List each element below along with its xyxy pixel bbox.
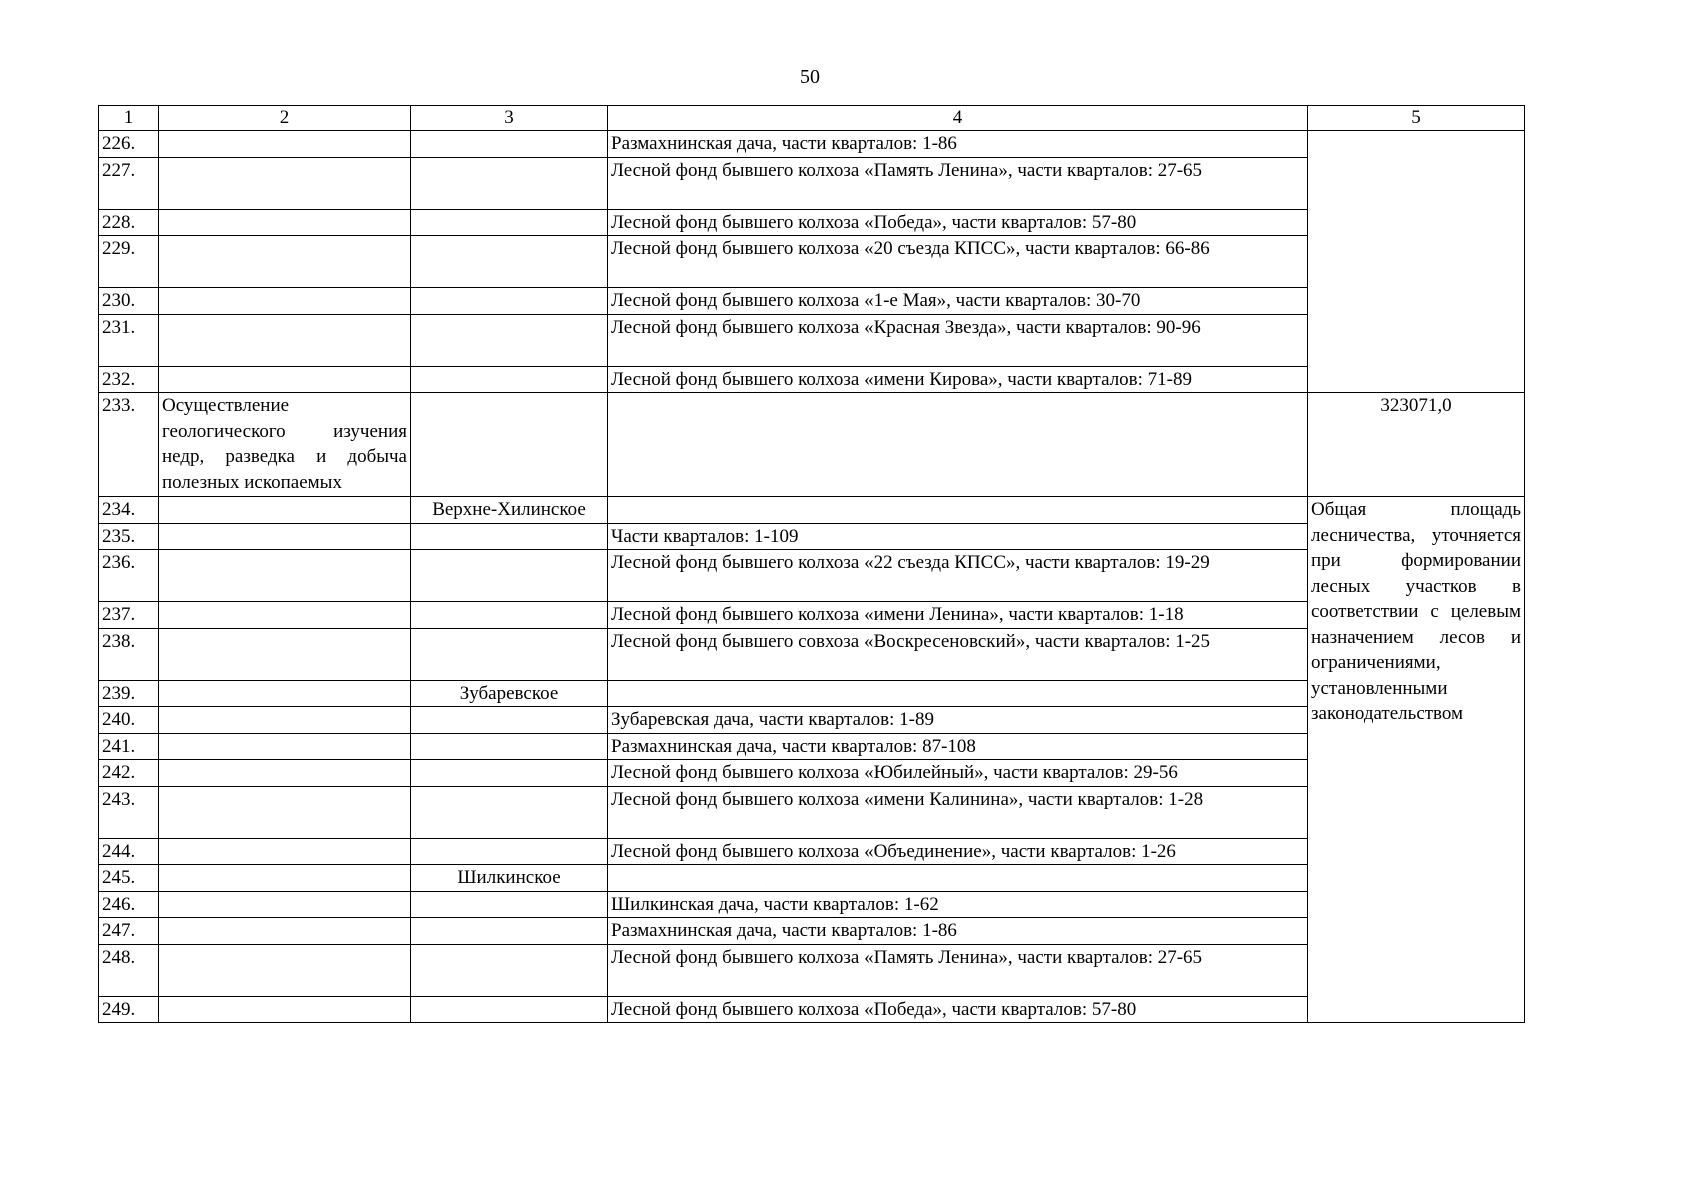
district-cell — [411, 288, 608, 315]
purpose-cell — [159, 707, 411, 734]
district-cell — [411, 393, 608, 497]
row-number: 233. — [99, 393, 159, 497]
location-cell: Лесной фонд бывшего колхоза «Победа», части кварталов: 57-80 — [608, 996, 1308, 1023]
district-cell: Верхне-Хилинское — [411, 497, 608, 524]
purpose-cell — [159, 891, 411, 918]
row-number: 228. — [99, 209, 159, 236]
location-cell: Зубаревская дача, части кварталов: 1-89 — [608, 707, 1308, 734]
location-cell: Лесной фонд бывшего колхоза «Память Ленина», части кварталов: 27-65 — [608, 944, 1308, 996]
row-number: 242. — [99, 760, 159, 787]
district-cell — [411, 523, 608, 550]
district-cell — [411, 550, 608, 602]
location-cell: Лесной фонд бывшего колхоза «Память Ленина», части кварталов: 27-65 — [608, 157, 1308, 209]
district-cell — [411, 918, 608, 945]
purpose-cell — [159, 131, 411, 158]
district-cell — [411, 314, 608, 366]
location-cell: Размахнинская дача, части кварталов: 87-108 — [608, 733, 1308, 760]
row-number: 226. — [99, 131, 159, 158]
location-cell: Лесной фонд бывшего колхоза «имени Калинина», части кварталов: 1-28 — [608, 786, 1308, 838]
location-cell: Лесной фонд бывшего колхоза «20 съезда КПСС», части кварталов: 66-86 — [608, 236, 1308, 288]
purpose-cell — [159, 865, 411, 892]
purpose-cell — [159, 366, 411, 393]
purpose-cell — [159, 944, 411, 996]
district-cell — [411, 628, 608, 680]
location-cell: Лесной фонд бывшего колхоза «1-е Мая», части кварталов: 30-70 — [608, 288, 1308, 315]
row-number: 237. — [99, 602, 159, 629]
location-cell: Лесной фонд бывшего колхоза «Объединение», части кварталов: 1-26 — [608, 838, 1308, 865]
column-header: 1 — [99, 106, 159, 131]
purpose-cell — [159, 157, 411, 209]
row-number: 234. — [99, 497, 159, 524]
location-cell: Части кварталов: 1-109 — [608, 523, 1308, 550]
column-header: 5 — [1308, 106, 1525, 131]
location-cell — [608, 393, 1308, 497]
purpose-cell — [159, 497, 411, 524]
purpose-cell — [159, 602, 411, 629]
forestry-register-table — [98, 105, 1525, 1023]
district-cell: Шилкинское — [411, 865, 608, 892]
area-note: Общая площадь лесничества, уточняется при формировании лесных участков в соответствии с целевым назначением лесов и ограничениями, установленными законодательством — [1308, 497, 1525, 1023]
district-cell — [411, 786, 608, 838]
district-cell — [411, 760, 608, 787]
row-number: 243. — [99, 786, 159, 838]
column-header: 2 — [159, 106, 411, 131]
purpose-cell — [159, 209, 411, 236]
district-cell — [411, 366, 608, 393]
row-number: 227. — [99, 157, 159, 209]
district-cell — [411, 891, 608, 918]
purpose-cell — [159, 628, 411, 680]
location-cell: Лесной фонд бывшего совхоза «Воскресеновский», части кварталов: 1-25 — [608, 628, 1308, 680]
row-number: 231. — [99, 314, 159, 366]
total-area-value: 323071,0 — [1308, 393, 1525, 497]
row-number: 241. — [99, 733, 159, 760]
location-cell: Лесной фонд бывшего колхоза «имени Ленина», части кварталов: 1-18 — [608, 602, 1308, 629]
location-cell — [608, 497, 1308, 524]
location-cell: Лесной фонд бывшего колхоза «Юбилейный», части кварталов: 29-56 — [608, 760, 1308, 787]
table-row — [99, 497, 1525, 524]
location-cell: Лесной фонд бывшего колхоза «Победа», части кварталов: 57-80 — [608, 209, 1308, 236]
purpose-cell — [159, 550, 411, 602]
row-number: 239. — [99, 680, 159, 707]
location-cell — [608, 865, 1308, 892]
purpose-cell: Осуществление геологического изучения недр, разведка и добыча полезных ископаемых — [159, 393, 411, 497]
area-cell — [1308, 131, 1525, 393]
district-cell — [411, 602, 608, 629]
table-row — [99, 393, 1525, 497]
purpose-cell — [159, 523, 411, 550]
district-cell — [411, 209, 608, 236]
table-row — [99, 131, 1525, 158]
district-cell: Зубаревское — [411, 680, 608, 707]
district-cell — [411, 707, 608, 734]
district-cell — [411, 236, 608, 288]
district-cell — [411, 996, 608, 1023]
row-number: 230. — [99, 288, 159, 315]
district-cell — [411, 838, 608, 865]
row-number: 249. — [99, 996, 159, 1023]
location-cell: Размахнинская дача, части кварталов: 1-86 — [608, 918, 1308, 945]
location-cell: Лесной фонд бывшего колхоза «Красная Звезда», части кварталов: 90-96 — [608, 314, 1308, 366]
row-number: 229. — [99, 236, 159, 288]
purpose-cell — [159, 288, 411, 315]
purpose-cell — [159, 314, 411, 366]
purpose-cell — [159, 680, 411, 707]
purpose-cell — [159, 236, 411, 288]
row-number: 238. — [99, 628, 159, 680]
purpose-cell — [159, 733, 411, 760]
row-number: 240. — [99, 707, 159, 734]
location-cell: Лесной фонд бывшего колхоза «имени Кирова», части кварталов: 71-89 — [608, 366, 1308, 393]
purpose-cell — [159, 760, 411, 787]
purpose-cell — [159, 786, 411, 838]
location-cell: Размахнинская дача, части кварталов: 1-86 — [608, 131, 1308, 158]
column-header: 4 — [608, 106, 1308, 131]
location-cell: Шилкинская дача, части кварталов: 1-62 — [608, 891, 1308, 918]
row-number: 235. — [99, 523, 159, 550]
row-number: 247. — [99, 918, 159, 945]
row-number: 244. — [99, 838, 159, 865]
row-number: 245. — [99, 865, 159, 892]
row-number: 248. — [99, 944, 159, 996]
location-cell — [608, 680, 1308, 707]
page-number: 50 — [800, 66, 820, 88]
purpose-cell — [159, 838, 411, 865]
purpose-cell — [159, 996, 411, 1023]
district-cell — [411, 733, 608, 760]
location-cell: Лесной фонд бывшего колхоза «22 съезда КПСС», части кварталов: 19-29 — [608, 550, 1308, 602]
row-number: 232. — [99, 366, 159, 393]
column-header: 3 — [411, 106, 608, 131]
row-number: 246. — [99, 891, 159, 918]
purpose-cell — [159, 918, 411, 945]
district-cell — [411, 131, 608, 158]
district-cell — [411, 157, 608, 209]
table-header-row — [99, 106, 1525, 131]
district-cell — [411, 944, 608, 996]
row-number: 236. — [99, 550, 159, 602]
